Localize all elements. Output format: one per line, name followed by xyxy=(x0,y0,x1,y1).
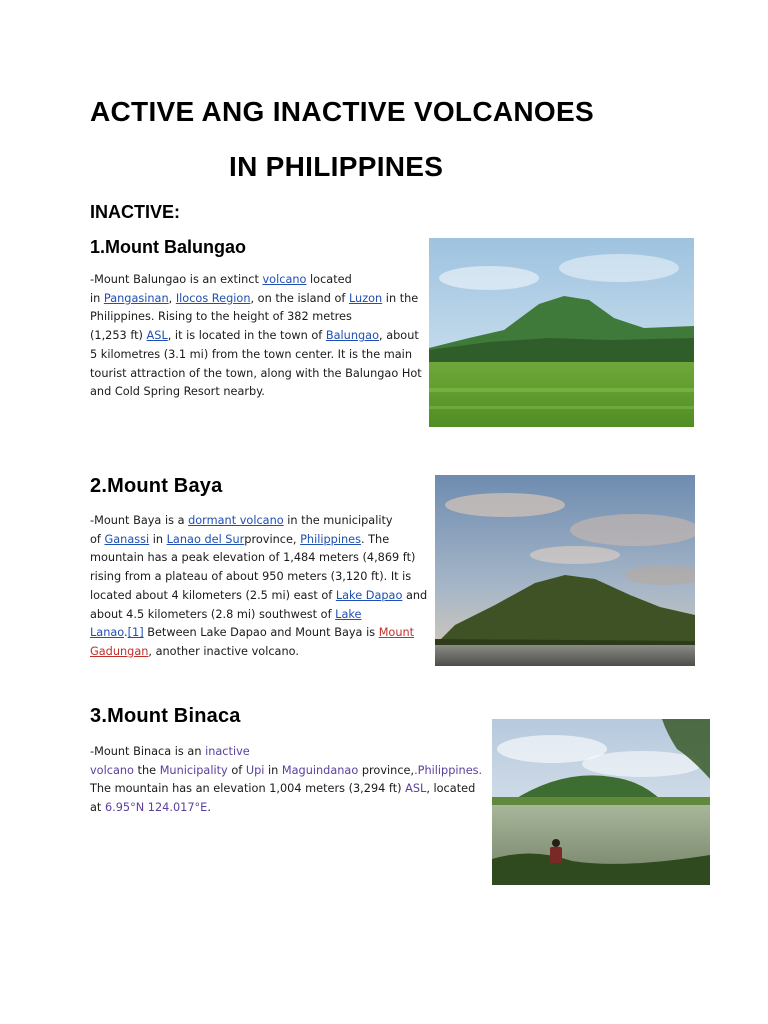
link-citation-1[interactable]: [1] xyxy=(127,626,144,640)
mount-balungao-photo xyxy=(429,238,694,427)
text-run: province, xyxy=(358,763,415,777)
text-run: , on the island of xyxy=(250,291,349,305)
text-run: at xyxy=(90,801,105,815)
text-line: and Cold Spring Resort nearby. xyxy=(90,385,265,399)
mount-binaca-photo xyxy=(492,719,710,885)
text-run: is a xyxy=(161,514,189,527)
text-run: . xyxy=(207,801,211,815)
text-run: , about xyxy=(379,329,419,343)
link-mount-gadungan-part1[interactable]: Mount xyxy=(378,626,415,640)
page-title-line2: IN PHILIPPINES xyxy=(229,151,444,182)
section-label: INACTIVE: xyxy=(90,202,180,222)
text-run: (1,253 ft) xyxy=(90,329,147,343)
text-run: , it is located in the town of xyxy=(167,329,326,343)
text-line: Philippines. Rising to the height of 382 metres xyxy=(90,310,352,324)
link-philippines[interactable]: .Philippines. xyxy=(414,763,483,777)
text-run: -Mount Baya xyxy=(90,514,162,527)
text-line: 5 kilometres (3.1 mi) from the town center. It is the main xyxy=(90,347,412,361)
text-run: and xyxy=(402,588,428,602)
link-luzon[interactable]: Luzon xyxy=(348,291,383,305)
link-maguindanao[interactable]: Maguindanao xyxy=(281,763,359,777)
link-ilocos-region[interactable]: Ilocos Region xyxy=(175,291,251,305)
link-lake-lanao-part2[interactable]: Lanao xyxy=(90,626,125,640)
link-volcano[interactable]: volcano xyxy=(90,763,134,777)
text-run: the xyxy=(133,763,160,777)
link-municipality[interactable]: Municipality xyxy=(159,763,228,777)
text-run: , xyxy=(168,291,176,305)
text-run: in xyxy=(90,291,104,305)
text-run: in the xyxy=(382,291,419,305)
entry-text-baya xyxy=(90,512,427,662)
text-line: rising from a plateau of about 950 meters (3,120 ft). It is xyxy=(90,570,412,584)
link-ganassi[interactable]: Ganassi xyxy=(104,532,150,546)
link-volcano[interactable]: volcano xyxy=(262,273,307,286)
link-asl[interactable]: ASL xyxy=(405,782,427,796)
link-inactive[interactable]: inactive xyxy=(205,745,250,758)
text-run: located about 4 kilometers (2.5 mi) east of xyxy=(90,588,336,602)
text-run: . xyxy=(124,626,128,640)
text-run: province, xyxy=(244,532,301,546)
entry-heading-baya: 2.Mount Baya xyxy=(90,475,223,497)
link-asl[interactable]: ASL xyxy=(146,329,168,343)
text-run: , located xyxy=(426,782,476,796)
link-mount-gadungan-part2[interactable]: Gadungan xyxy=(90,644,149,658)
text-run: in the municipality xyxy=(283,514,393,527)
text-run: of xyxy=(227,763,246,777)
entry-text-balungao xyxy=(90,271,422,402)
link-lake-lanao-part1[interactable]: Lake xyxy=(335,607,362,621)
text-run: in xyxy=(264,763,282,777)
link-coordinates[interactable]: 6.95°N 124.017°E xyxy=(104,801,208,815)
text-run: Between Lake Dapao and Mount Baya is xyxy=(143,626,379,640)
link-upi[interactable]: Upi xyxy=(245,763,265,777)
text-run: -Mount Binaca xyxy=(90,745,172,758)
link-balungao[interactable]: Balungao xyxy=(325,329,380,343)
entry-heading-binaca: 3.Mount Binaca xyxy=(90,705,241,727)
text-run: about 4.5 kilometers (2.8 mi) southwest of xyxy=(90,607,336,621)
text-run: in xyxy=(149,532,167,546)
entry-heading-balungao: 1.Mount Balungao xyxy=(90,237,246,257)
text-line: tourist attraction of the town, along with the Balungao Hot xyxy=(90,366,422,380)
text-run: is an extinct xyxy=(186,273,263,286)
text-run: is an xyxy=(171,745,206,758)
page-title-line1: ACTIVE ANG INACTIVE VOLCANOES xyxy=(90,96,594,127)
text-run: , another inactive volcano. xyxy=(148,644,299,658)
text-run: -Mount Balungao xyxy=(90,273,187,286)
link-dormant-volcano[interactable]: dormant volcano xyxy=(188,514,284,527)
mount-baya-photo xyxy=(435,475,695,666)
text-run: of xyxy=(90,532,105,546)
entry-text-binaca xyxy=(90,743,482,818)
text-line: mountain has a peak elevation of 1,484 meters (4,869 ft) xyxy=(90,551,416,565)
text-run: The mountain has an elevation 1,004 meters (3,294 ft) xyxy=(90,782,406,796)
text-run: . The xyxy=(360,532,390,546)
link-lanao-del-sur[interactable]: Lanao del Sur xyxy=(166,532,245,546)
link-pangasinan[interactable]: Pangasinan xyxy=(103,291,169,305)
link-lake-dapao[interactable]: Lake Dapao xyxy=(335,588,403,602)
link-philippines[interactable]: Philippines xyxy=(300,532,361,546)
text-run: located xyxy=(306,273,352,286)
